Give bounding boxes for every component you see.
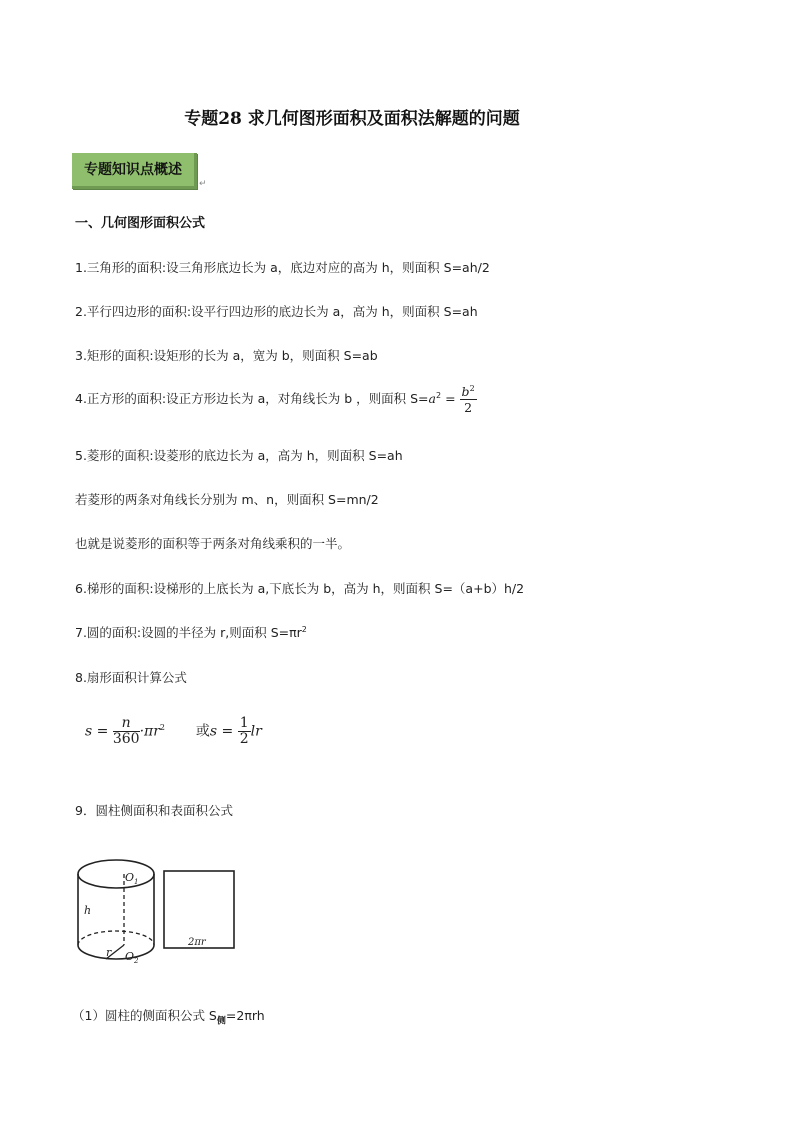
sector-or: 或 bbox=[195, 723, 210, 740]
paragraph-mark-icon: ↵ bbox=[199, 179, 207, 189]
sector-tail1-exp: 2 bbox=[159, 722, 165, 732]
circle-exp: 2 bbox=[301, 624, 307, 634]
square-a: a bbox=[428, 391, 436, 406]
item9-1-sub: 侧 bbox=[216, 1016, 226, 1027]
sector-frac1-num: n bbox=[113, 716, 140, 732]
section-banner bbox=[72, 153, 207, 189]
item9-1-prefix: （1）圆柱的侧面积公式 S bbox=[72, 1008, 217, 1023]
label-h: h bbox=[84, 904, 92, 917]
square-frac-den: 2 bbox=[464, 400, 473, 415]
sector-frac2-num: 1 bbox=[239, 715, 249, 731]
sector-eq2: = bbox=[217, 723, 238, 740]
formula-line-trapezoid: 6.梯形的面积:设梯形的上底长为 a,下底长为 b，高为 h，则面积 S=（a+b）h/2 bbox=[75, 581, 525, 596]
label-o1: $O_1$ bbox=[125, 871, 139, 886]
sector-frac1-den: 360 bbox=[112, 731, 140, 747]
cylinder-top-ellipse bbox=[78, 860, 154, 888]
formula-line-parallelogram: 2.平行四边形的面积:设平行四边形的底边长为 a，高为 h，则面积 S=ah bbox=[75, 304, 478, 319]
sector-frac1 bbox=[113, 716, 140, 747]
formula-line-rhombus-note: 也就是说菱形的面积等于两条对角线乘积的一半。 bbox=[75, 536, 351, 551]
item9-1-suffix: =2πrh bbox=[225, 1008, 265, 1023]
formula-line-rectangle: 3.矩形的面积:设矩形的长为 a，宽为 b，则面积 S=ab bbox=[75, 348, 378, 363]
banner-label: 专题知识点概述 bbox=[72, 153, 197, 189]
formula-line-circle bbox=[75, 623, 307, 641]
sector-formula bbox=[85, 716, 262, 747]
circle-text: 7.圆的面积:设圆的半径为 r,则面积 S=πr bbox=[75, 625, 302, 640]
formula-line-square bbox=[75, 384, 477, 415]
square-frac-b-exp: 2 bbox=[469, 383, 475, 393]
sector-tail2: lr bbox=[250, 723, 262, 740]
section-heading: 一、几何图形面积公式 bbox=[75, 216, 206, 231]
formula-line-rhombus: 5.菱形的面积:设菱形的底边长为 a，高为 h，则面积 S=ah bbox=[75, 448, 403, 463]
cylinder-diagram bbox=[70, 848, 250, 976]
label-o2: $O_2$ bbox=[125, 950, 139, 965]
formula-line-sector-heading: 8.扇形面积计算公式 bbox=[75, 670, 187, 685]
sector-s2: s bbox=[209, 723, 218, 740]
page-title: 专题28 求几何图形面积及面积法解题的问题 bbox=[184, 109, 520, 129]
cylinder-bottom-back bbox=[78, 931, 154, 945]
formula-line-triangle: 1.三角形的面积:设三角形底边长为 a，底边对应的高为 h，则面积 S=ah/2 bbox=[75, 260, 490, 275]
sector-tail1: ·πr bbox=[139, 723, 160, 740]
square-fraction bbox=[460, 384, 477, 415]
square-a-exp: 2 bbox=[436, 390, 442, 400]
formula-line-rhombus-diagonals: 若菱形的两条对角线长分别为 m、n，则面积 S=mn/2 bbox=[75, 492, 379, 507]
label-r: r bbox=[106, 946, 112, 959]
sector-frac2-den: 2 bbox=[239, 731, 249, 747]
sector-frac2 bbox=[238, 716, 251, 747]
square-frac-b: b bbox=[461, 384, 470, 399]
sector-s1: s bbox=[85, 723, 93, 740]
square-eq: = bbox=[445, 391, 456, 406]
item9-1-line bbox=[72, 1006, 265, 1027]
label-2pir: 2πr bbox=[188, 937, 206, 948]
item9-heading: 9．圆柱侧面积和表面积公式 bbox=[75, 803, 233, 818]
sector-eq1: = bbox=[92, 723, 113, 740]
square-text: 4.正方形的面积:设正方形边长为 a，对角线长为 b ，则面积 S= bbox=[75, 391, 429, 406]
